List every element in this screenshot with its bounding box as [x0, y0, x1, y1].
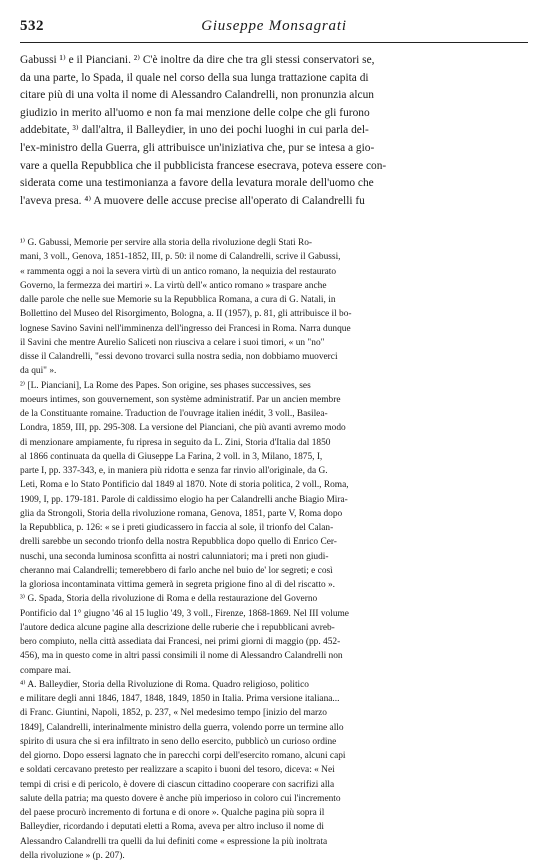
- footnote-line: della rivoluzione » (p. 207).: [20, 850, 125, 861]
- footnote-line: del paese procurò incremento di fortuna e di onore ». Qualche pagina più sopra il: [20, 808, 325, 818]
- footnote-line: salute della patria; ma questo dovere è anche più imperioso in coloro cui l'incremento: [20, 793, 341, 804]
- footnote-line: Balleydier, ricordando i deputati eletti a Roma, aveva per altro incluso il nome di: [20, 822, 324, 833]
- footnote-line: compare mai.: [20, 665, 72, 676]
- footnote-line: Pontificio dal 1° giugno '46 al 15 luglio '49, 3 voll., Firenze, 1868-1869. Nel III volume: [20, 608, 349, 619]
- footnote-line: la gloriosa incontaminata vittima gemerà in segreta prigione fino al dì del riscatto ».: [20, 580, 336, 590]
- running-head: Giuseppe Monsagrati: [201, 18, 347, 34]
- footnote-line: da qui" ».: [20, 366, 57, 377]
- footnote-line: mani, 3 voll., Genova, 1851-1852, III, p. 50: il nome di Calandrelli, scrive il Gabussi,: [20, 252, 341, 263]
- footnote-line: Londra, 1859, III, pp. 295-308. La versione del Pianciani, che più avanti avremo modo: [20, 423, 346, 434]
- footnote-line: moeurs intimes, son gouvernement, son système administratif. Par un ancien membre: [20, 394, 341, 405]
- footnote-line: l'autore dedica alcune pagine alla descrizione delle ruberie che i repubblicani avreb-: [20, 622, 335, 633]
- footnote-line: 1909, I, pp. 179-181. Parole di caldissimo elogio ha per Calandrelli anche Biagio Mira-: [20, 494, 348, 505]
- footnotes: [20, 236, 528, 863]
- footnote-line: al 1866 continuata da quella di Giuseppe La Farina, 2 voll. in 3, Milano, 1875, I,: [20, 451, 323, 462]
- body-line: addebitate, ³⁾ dall'altra, il Balleydier, in uno dei pochi luoghi in cui parla del-: [20, 124, 369, 137]
- footnote-line: nuschi, una seconda luminosa sconfitta ai nostri calunniatori; ma i preti non giudi-: [20, 551, 329, 562]
- body-line: citare più di una volta il nome di Alessandro Calandrelli, non pronunzia alcun: [20, 89, 374, 102]
- body-line: l'aveva presa. ⁴⁾ A muovere delle accuse precise all'operato di Calandrelli fu: [20, 194, 365, 207]
- footnote-line: spirito di usura che si era infiltrato in seno dello esercito, pubblicò un curioso ordine: [20, 736, 337, 747]
- page-header: [20, 18, 528, 40]
- footnote-line: cheranno mai Calandrelli; temerebbero di farlo anche nel buio de' lor segreti; e così: [20, 565, 333, 576]
- footnote-line: dalle parole che nelle sue Memorie su la Repubblica Romana, a cura di G. Natali, in: [20, 295, 336, 305]
- footnote-line: parte I, pp. 337-343, e, in maniera più ridotta e senza far rinvio all'originale, da G.: [20, 466, 328, 476]
- body-line: giudizio in merito all'uomo e non fa mai menzione delle colpe che gli furono: [20, 106, 370, 119]
- footnote-line: tempi di crisi e di pericolo, è dovere di ciascun cittadino cooperare con sacrifizi alla: [20, 779, 335, 790]
- footnote-line: ¹⁾ G. Gabussi, Memorie per servire alla storia della rivoluzione degli Stati Ro-: [20, 238, 313, 248]
- footnote-line: Leti, Roma e lo Stato Pontificio dal 1849 al 1870. Note di storia politica, 2 voll., Roma,: [20, 480, 349, 491]
- footnote-line: de la Constituante romaine. Traduction de l'ouvrage italien inédit, 3 voll., Basilea-: [20, 409, 328, 419]
- footnote-line: disse il Calandrelli, "essi devono trovarci sulla nostra sedia, non dobbiamo muoverci: [20, 352, 338, 362]
- footnote-line: del giorno. Dopo essersi lagnato che in parecchi corpi dell'esercito romano, alcuni capi: [20, 751, 346, 761]
- header-rule: [20, 42, 528, 43]
- body-line: da una parte, lo Spada, il quale nel corso della sua lunga trattazione capita di: [20, 71, 369, 84]
- footnote-line: e soldati cercavano pretesto per realizzare a scapito i buoni del tesoro, diceva: « Nei: [20, 765, 335, 776]
- footnote-line: la Repubblica, p. 126: « se i preti giudicassero in faccia al sole, il trionfo del Calan-: [20, 523, 334, 533]
- body-line: siderata come una testimonianza a favore della levatura morale dell'uomo che: [20, 177, 374, 190]
- footnote-line: bero compiuto, nella città assediata dai Francesi, nei primi giorni di maggio (pp. 452-: [20, 637, 341, 647]
- page-number: 532: [20, 18, 44, 34]
- main-text: [20, 52, 528, 210]
- footnote-line: Alessandro Calandrelli tra quelli da lui definiti come « espressione la più inoltrata: [20, 836, 328, 847]
- footnote-line: glia da Strongoli, Storia della rivoluzione romana, Genova, 1851, parte V, Roma dopo: [20, 508, 343, 519]
- footnote-line: di Franc. Giuntini, Napoli, 1852, p. 237, « Nel medesimo tempo [inizio del marzo: [20, 708, 327, 719]
- footnote-line: ²⁾ [L. Pianciani], La Rome des Papes. Son origine, ses phases successives, ses: [20, 380, 311, 391]
- body-line: l'ex-ministro della Guerra, gli attribuisce un'iniziativa che, pur se intesa a gio-: [20, 141, 375, 154]
- body-line: Gabussi ¹⁾ e il Pianciani. ²⁾ C'è inoltre da dire che tra gli stessi conservatori se,: [20, 54, 375, 66]
- body-line: vare a quella Repubblica che il pubblicista francese esecrava, poteva essere con-: [20, 159, 387, 172]
- footnote-line: « rammenta oggi a noi la severa virtù di un antico romano, la nequizia del restaurato: [20, 266, 337, 277]
- footnote-line: di menzionare ampiamente, fu ripresa in seguito da L. Zini, Storia d'Italia dal 1850: [20, 437, 331, 448]
- footnote-line: il Savini che mentre Aurelio Saliceti non riusciva a celare i suoi timori, « un "no": [20, 337, 325, 348]
- footnote-line: Governo, la fermezza dei martiri ». La virtù dell'« antico romano » traspare anche: [20, 280, 327, 291]
- footnote-line: 456), ma in questo come in altri passi consimili il nome di Alessandro Calandrelli non: [20, 651, 343, 662]
- footnote-line: e militare degli anni 1846, 1847, 1848, 1849, 1850 in Italia. Prima versione italiana...: [20, 694, 340, 704]
- footnote-line: ⁴⁾ A. Balleydier, Storia della Rivoluzione di Roma. Quadro religioso, politico: [20, 679, 309, 690]
- footnote-line: drelli sarebbe un secondo trionfo della nostra Repubblica dopo quello di Enrico Cer-: [20, 537, 337, 548]
- footnote-line: ³⁾ G. Spada, Storia della rivoluzione di Roma e della restaurazione del Governo: [20, 594, 318, 605]
- footnote-line: 1849], Calandrelli, interinalmente ministro della guerra, volendo porre un termine allo: [20, 722, 344, 733]
- footnote-line: lognese Savino Savini nell'imminenza dell'ingresso dei Francesi in Roma. Narra dunque: [20, 323, 351, 334]
- footnote-line: Bollettino del Museo del Risorgimento, Bologna, a. II (1957), p. 81, gli attribuisce il bo-: [20, 309, 352, 320]
